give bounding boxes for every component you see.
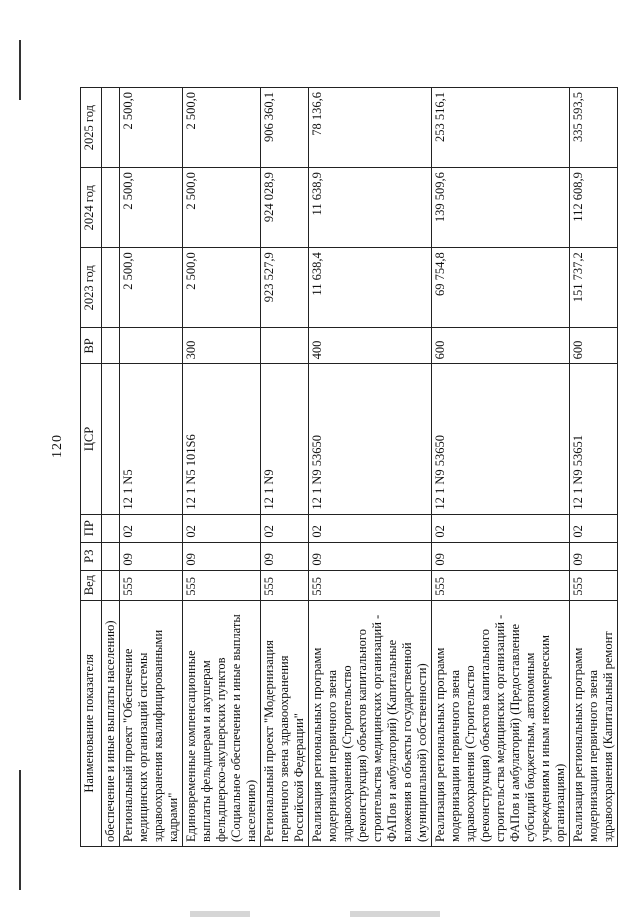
cell-vr: 600 xyxy=(432,328,570,364)
header-2024: 2024 год xyxy=(81,168,102,248)
cell-name: обеспечение и иные выплаты населению) xyxy=(102,600,120,846)
cell-rz: 09 xyxy=(432,542,570,570)
header-vr: ВР xyxy=(81,328,102,364)
cell-2023: 2 500,0 xyxy=(183,248,261,328)
table-row xyxy=(102,88,120,847)
cell-2025: 2 500,0 xyxy=(183,88,261,168)
table-row xyxy=(261,88,309,847)
cell-2024: 924 028,9 xyxy=(261,168,309,248)
table-header-row xyxy=(81,88,102,847)
header-rz: РЗ xyxy=(81,542,102,570)
table-row xyxy=(309,88,432,847)
cell-csr xyxy=(102,364,120,514)
budget-table xyxy=(80,87,618,847)
cell-vr xyxy=(102,328,120,364)
cell-2024: 2 500,0 xyxy=(120,168,183,248)
cell-name: Реализация региональных программ модернизации первичного звена здравоохранения (Строительство (реконструкция) объектов капитального строительства медицинских организаций - ФАПов и амбулаторий) (Предоставление субсидий бюджетным, автономным учреждениям и иным некоммерческим организациям) xyxy=(432,600,570,846)
binder-mark-bottom xyxy=(19,770,21,890)
cell-ved: 555 xyxy=(309,570,432,600)
cell-rz: 09 xyxy=(261,542,309,570)
cell-ved: 555 xyxy=(432,570,570,600)
cell-rz: 09 xyxy=(183,542,261,570)
cell-pr: 02 xyxy=(570,514,618,542)
cell-ved: 555 xyxy=(120,570,183,600)
cell-2023: 923 527,9 xyxy=(261,248,309,328)
cell-2025: 2 500,0 xyxy=(120,88,183,168)
cell-name: Региональный проект "Обеспечение медицинских организаций системы здравоохранения квалифицированными кадрами" xyxy=(120,600,183,846)
cell-ved: 555 xyxy=(261,570,309,600)
cell-csr: 12 1 N5 xyxy=(120,364,183,514)
cell-rz: 09 xyxy=(309,542,432,570)
cell-name: Реализация региональных программ модернизации первичного звена здравоохранения (Капитальный ремонт xyxy=(570,600,618,846)
table-row xyxy=(120,88,183,847)
binder-mark-top xyxy=(19,40,21,100)
cell-vr xyxy=(120,328,183,364)
cell-2023 xyxy=(102,248,120,328)
cell-2025: 335 593,5 xyxy=(570,88,618,168)
cell-vr xyxy=(261,328,309,364)
cell-pr: 02 xyxy=(432,514,570,542)
cell-name: Единовременные компенсационные выплаты фельдшерам и акушерам фельдшерско-акушерских пунктов (Социальное обеспечение и иные выплаты населению) xyxy=(183,600,261,846)
cell-name: Региональный проект "Модернизация первичного звена здравоохранения Российской Федерации" xyxy=(261,600,309,846)
cell-2023: 2 500,0 xyxy=(120,248,183,328)
cell-name: Реализация региональных программ модернизации первичного звена здравоохранения (Строительство (реконструкция) объектов капитального строительства медицинских организаций - ФАПов и амбулаторий) (Капитальные вложения в объекты государственной (муниципальной) собственности) xyxy=(309,600,432,846)
cell-2025: 906 360,1 xyxy=(261,88,309,168)
cell-rz: 09 xyxy=(570,542,618,570)
cell-2023: 151 737,2 xyxy=(570,248,618,328)
cell-2024: 112 608,9 xyxy=(570,168,618,248)
header-name: Наименование показателя xyxy=(81,600,102,846)
cell-2024: 139 509,6 xyxy=(432,168,570,248)
table-row xyxy=(183,88,261,847)
scan-artifact-left xyxy=(190,911,250,917)
cell-pr xyxy=(102,514,120,542)
cell-csr: 12 1 N5 101S6 xyxy=(183,364,261,514)
budget-table-sheet xyxy=(80,87,615,847)
cell-csr: 12 1 N9 53650 xyxy=(432,364,570,514)
cell-2025: 78 136,6 xyxy=(309,88,432,168)
header-ved: Вед xyxy=(81,570,102,600)
header-2025: 2025 год xyxy=(81,88,102,168)
header-csr: ЦСР xyxy=(81,364,102,514)
header-pr: ПР xyxy=(81,514,102,542)
cell-2025 xyxy=(102,88,120,168)
scan-artifact-right xyxy=(350,911,440,917)
header-2023: 2023 год xyxy=(81,248,102,328)
cell-csr: 12 1 N9 xyxy=(261,364,309,514)
page-number: 120 xyxy=(50,434,65,458)
cell-rz: 09 xyxy=(120,542,183,570)
cell-ved: 555 xyxy=(570,570,618,600)
table-row xyxy=(570,88,618,847)
cell-2024: 11 638,9 xyxy=(309,168,432,248)
cell-2023: 11 638,4 xyxy=(309,248,432,328)
cell-csr: 12 1 N9 53650 xyxy=(309,364,432,514)
cell-vr: 600 xyxy=(570,328,618,364)
cell-vr: 400 xyxy=(309,328,432,364)
cell-csr: 12 1 N9 53651 xyxy=(570,364,618,514)
cell-2025: 253 516,1 xyxy=(432,88,570,168)
cell-pr: 02 xyxy=(309,514,432,542)
cell-pr: 02 xyxy=(120,514,183,542)
table-row xyxy=(432,88,570,847)
cell-ved: 555 xyxy=(183,570,261,600)
cell-pr: 02 xyxy=(183,514,261,542)
cell-2023: 69 754,8 xyxy=(432,248,570,328)
cell-ved xyxy=(102,570,120,600)
cell-2024 xyxy=(102,168,120,248)
cell-pr: 02 xyxy=(261,514,309,542)
cell-vr: 300 xyxy=(183,328,261,364)
cell-rz xyxy=(102,542,120,570)
cell-2024: 2 500,0 xyxy=(183,168,261,248)
